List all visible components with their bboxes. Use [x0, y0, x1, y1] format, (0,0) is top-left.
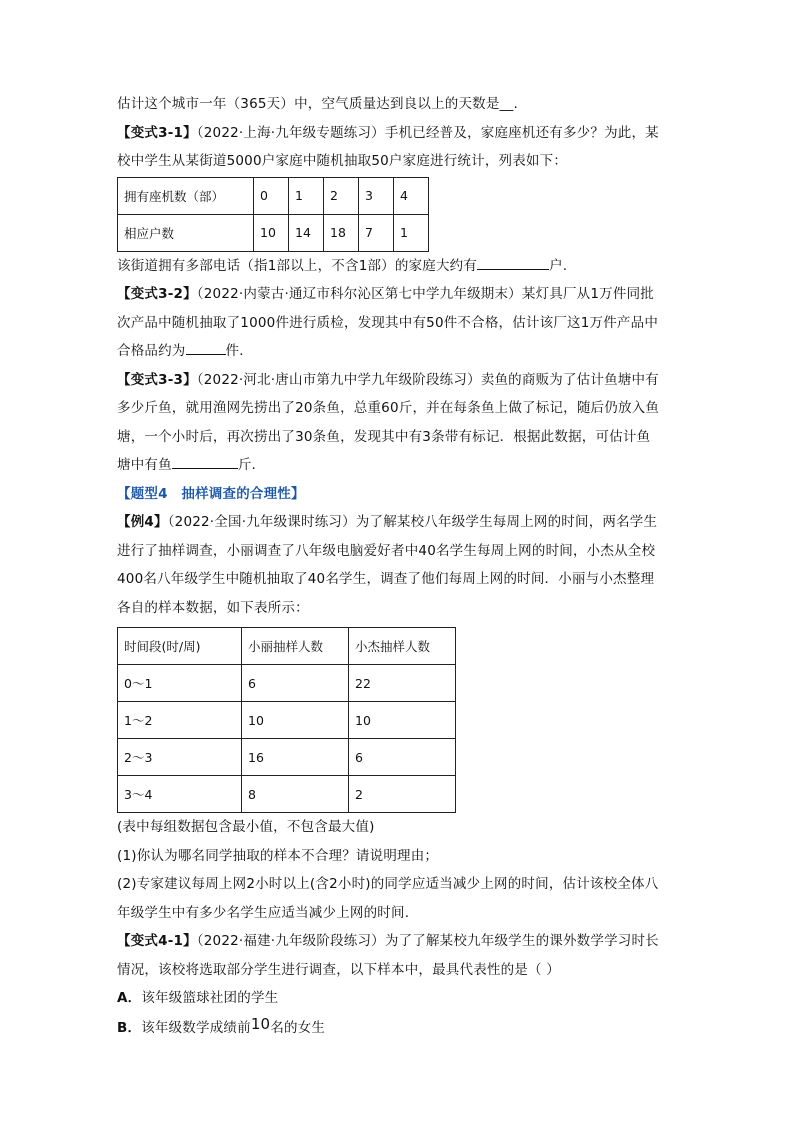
table-cell: 0: [254, 177, 289, 214]
text: 该街道拥有多部电话（指1部以上，不含1部）的家庭大约有: [117, 257, 478, 274]
text: （2022·内蒙古·通辽市科尔沁区第七中学九年级期末）某灯具厂从1万件同批: [196, 286, 654, 302]
table-header-cell: 小丽抽样人数: [242, 628, 349, 665]
variant-3-2-line-2: 次产品中随机抽取了1000件进行质检，发现其中有50件不合格，估计该厂这1万件产品中: [117, 314, 659, 331]
option-a: [117, 984, 677, 1013]
text: 件.: [225, 343, 244, 359]
table-cell: 2: [324, 177, 359, 214]
table-cell: 1: [394, 214, 429, 251]
question-line: 估计这个城市一年（365天）中，空气质量达到良以上的天数是__.: [117, 96, 518, 112]
table-cell: 1～2: [118, 702, 242, 739]
text: （2022·福建·九年级阶段练习）为了了解某校九年级学生的课外数学学习时长: [196, 933, 659, 949]
text: 户.: [549, 257, 568, 274]
option-text: 该年级数学成绩前: [141, 1019, 251, 1036]
table-header-cell: 时间段(时/周): [118, 628, 242, 665]
sample-table: [117, 627, 456, 813]
variant-3-1-line-2: 校中学生从某街道5000户家庭中随机抽取50户家庭进行统计，列表如下：: [117, 153, 568, 169]
variant-4-1-line-2: 情况，该校将选取部分学生进行调查，以下样本中，最具代表性的是（ ）: [117, 961, 560, 978]
table-cell: 相应户数: [118, 214, 254, 251]
table-note: (表中每组数据包含最小值，不包含最大值): [117, 819, 375, 835]
variant-3-3-tag: 【变式3-3】: [117, 371, 197, 388]
example-4-tag: 【例4】: [117, 514, 168, 530]
table-cell: 6: [242, 665, 349, 702]
variant-3-2-line-1: [117, 280, 677, 309]
table1-followup: [117, 252, 677, 281]
option-text: 该年级篮球社团的学生: [141, 990, 279, 1006]
table-cell: 22: [349, 665, 456, 702]
table-cell: 14: [289, 214, 324, 251]
table-cell: 2: [349, 776, 456, 813]
sub-question-2-line-2: 年级学生中有多少名学生应适当减少上网的时间.: [117, 904, 410, 921]
table-cell: 3～4: [118, 776, 242, 813]
variant-3-3-line-2: 多少斤鱼，就用渔网先捞出了20条鱼，总重60斤，并在每条鱼上做了标记，随后仍放入鱼: [117, 400, 660, 416]
example-4-line-1: [117, 508, 677, 537]
section-heading: 【题型4 抽样调查的合理性】: [117, 485, 305, 502]
text: 塘中有鱼: [117, 457, 172, 473]
table-row: [118, 702, 456, 739]
table-header-row: [118, 628, 456, 665]
table-cell: 0～1: [118, 665, 242, 702]
option-label: B．: [117, 1019, 142, 1036]
variant-3-1-tag: 【变式3-1】: [117, 124, 197, 141]
text: 斤.: [237, 457, 257, 473]
answer-blank: [186, 340, 226, 355]
table-cell: 10: [254, 214, 289, 251]
option-text: 名的女生: [270, 1019, 326, 1036]
answer-blank: [172, 454, 238, 469]
variant-3-3-line-4: [117, 451, 677, 480]
option-b: [117, 1013, 677, 1042]
table-row: [118, 739, 456, 776]
example-4-line-2: 进行了抽样调查，小丽调查了八年级电脑爱好者中40名学生每周上网的时间，小杰从全校: [117, 542, 656, 559]
example-4-line-3: 400名八年级学生中随机抽取了40名学生，调查了他们每周上网的时间．小丽与小杰整理: [117, 571, 655, 587]
table-cell: 6: [349, 739, 456, 776]
table-row: [118, 665, 456, 702]
table-row: [118, 214, 429, 251]
table-cell: 拥有座机数（部）: [118, 177, 254, 214]
option-label: A．: [117, 990, 142, 1006]
variant-3-3-line-1: [117, 366, 677, 395]
variant-4-1-tag: 【变式4-1】: [117, 933, 197, 949]
variant-3-1-line-1: [117, 119, 677, 148]
variant-3-1-text: （2022·上海·九年级专题练习）手机已经普及，家庭座机还有多少？为此，某: [196, 124, 659, 141]
variant-3-3-line-3: 塘，一个小时后，再次捞出了30条鱼，发现其中有3条带有标记．根据此数据，可估计鱼: [117, 428, 651, 445]
table-cell: 3: [359, 177, 394, 214]
text: （2022·河北·唐山市第九中学九年级阶段练习）卖鱼的商贩为了估计鱼塘中有: [196, 371, 659, 388]
text: （2022·全国·九年级课时练习）为了解某校八年级学生每周上网的时间，两名学生: [167, 514, 658, 530]
example-4-line-4: 各自的样本数据，如下表所示：: [117, 599, 309, 616]
table-cell: 10: [242, 702, 349, 739]
document-page: [117, 90, 677, 1041]
variant-3-2-line-3: [117, 337, 677, 366]
phone-count-table: [117, 177, 429, 252]
table-row: [118, 177, 429, 214]
text: 合格品约为: [117, 343, 186, 359]
table-header-cell: 小杰抽样人数: [349, 628, 456, 665]
table-cell: 8: [242, 776, 349, 813]
answer-blank: [477, 255, 549, 270]
variant-3-2-tag: 【变式3-2】: [117, 286, 197, 302]
table-cell: 7: [359, 214, 394, 251]
table-row: [118, 776, 456, 813]
table-cell: 4: [394, 177, 429, 214]
table-cell: 1: [289, 177, 324, 214]
sub-question-2-line-1: (2)专家建议每周上网2小时以上(含2小时)的同学应适当减少上网的时间，估计该校全体八: [117, 876, 659, 892]
option-number: 10: [250, 1014, 271, 1033]
table-cell: 16: [242, 739, 349, 776]
sub-question-1: (1)你认为哪名同学抽取的样本不合理？请说明理由；: [117, 847, 439, 864]
table-cell: 2～3: [118, 739, 242, 776]
table-cell: 18: [324, 214, 359, 251]
table-cell: 10: [349, 702, 456, 739]
variant-4-1-line-1: [117, 927, 677, 956]
